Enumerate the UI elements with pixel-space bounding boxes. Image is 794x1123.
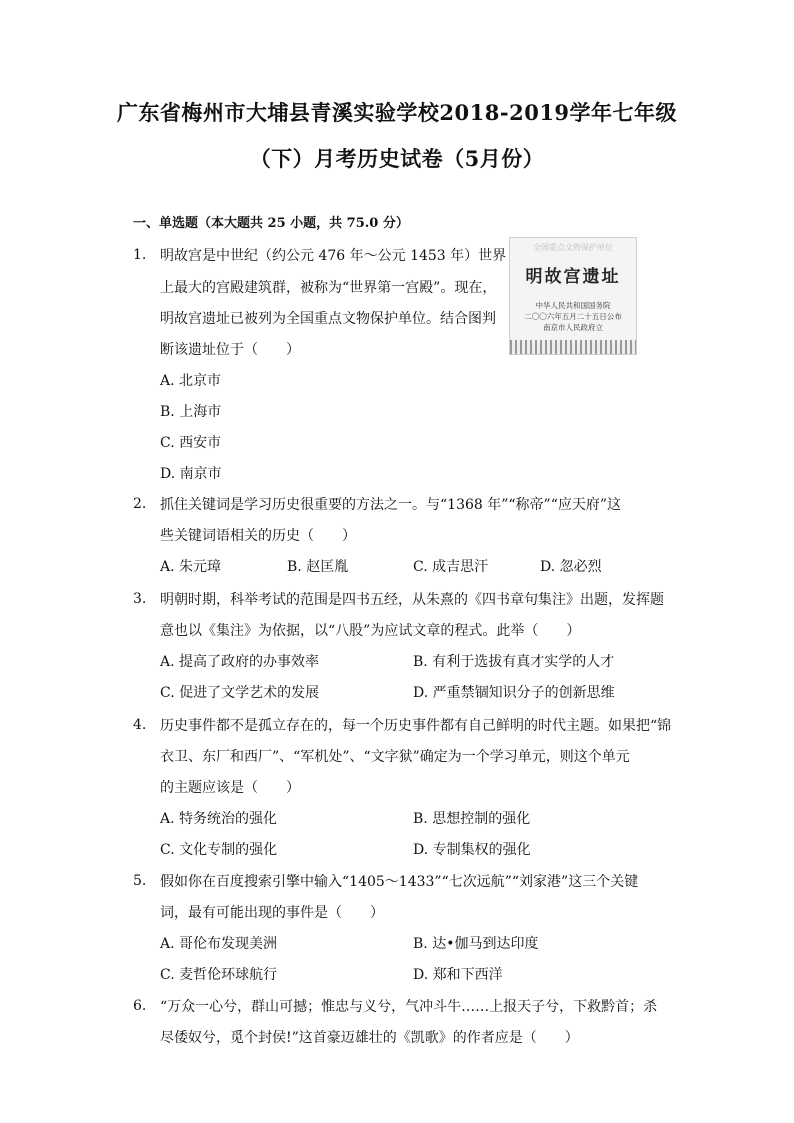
option-b[interactable]: B. 有利于选拔有真才实学的人才 xyxy=(413,654,615,670)
option-b[interactable]: B. 达•伽马到达印度 xyxy=(413,936,539,952)
option-b[interactable]: B. 思想控制的强化 xyxy=(413,811,531,827)
option-a[interactable]: A. 提高了政府的办事效率 xyxy=(160,654,320,670)
question-number: 4. xyxy=(133,717,147,733)
option-a[interactable]: A. 特务统治的强化 xyxy=(160,811,278,827)
question-text-line: 意也以《集注》为依据，以“八股”为应试文章的程式。此举（ ） xyxy=(160,623,581,639)
photo-base xyxy=(510,340,636,354)
option-c[interactable]: C. 麦哲伦环球航行 xyxy=(160,967,278,983)
photo-line2: 二〇〇六年五月二十五日公布 xyxy=(524,312,622,321)
question-text-line: 尽倭奴兮，觅个封侯!”这首豪迈雄壮的《凯歌》的作者应是（ ） xyxy=(160,1030,579,1046)
question-text-line: 明朝时期，科举考试的范围是四书五经，从朱熹的《四书章句集注》出题，发挥题 xyxy=(160,592,664,608)
option-d[interactable]: D. 南京市 xyxy=(160,466,222,482)
option-a[interactable]: A. 哥伦布发现美洲 xyxy=(160,936,278,952)
question-text-line: 些关键词语相关的历史（ ） xyxy=(160,528,356,544)
option-c[interactable]: C. 西安市 xyxy=(160,435,222,451)
option-c[interactable]: C. 成吉思汗 xyxy=(413,559,489,575)
question-number: 1. xyxy=(133,247,147,263)
question-text-line: 衣卫、东厂和西厂”、“军机处”、“文字狱”确定为一个学习单元，则这个单元 xyxy=(160,749,630,765)
question-text-line: 词，最有可能出现的事件是（ ） xyxy=(160,905,384,921)
question-text-line: 抓住关键词是学习历史很重要的方法之一。与“1368 年”“称帝”“应天府”这 xyxy=(160,497,622,513)
question-text-line: 明故宫遗址已被列为全国重点文物保护单位。结合图判 xyxy=(160,311,496,327)
option-a[interactable]: A. 北京市 xyxy=(160,373,222,389)
question-text-line: 的主题应该是（ ） xyxy=(160,780,300,796)
question-text-line: 断该遗址位于（ ） xyxy=(160,342,300,358)
section-heading: 一、单选题（本大题共 25 小题，共 75.0 分） xyxy=(133,216,409,231)
question-text-line: 上最大的宫殿建筑群，被称为“世界第一宫殿”。现在， xyxy=(160,280,497,296)
photo-line1: 中华人民共和国国务院 xyxy=(535,301,611,310)
question-number: 5. xyxy=(133,873,147,889)
option-d[interactable]: D. 严重禁锢知识分子的创新思维 xyxy=(413,685,615,701)
question-number: 3. xyxy=(133,591,147,607)
photo-main-text: 明故宫遗址 xyxy=(525,267,621,287)
question-number: 6. xyxy=(133,998,147,1014)
question-text-line: 假如你在百度搜索引擎中输入“1405～1433”“七次远航”“刘家港”这三个关键 xyxy=(160,874,639,890)
option-d[interactable]: D. 专制集权的强化 xyxy=(413,842,531,858)
question-text-line: “万众一心兮，群山可撼；惟忠与义兮，气冲斗牛……上报天子兮，下救黔首；杀 xyxy=(160,999,658,1015)
option-c[interactable]: C. 文化专制的强化 xyxy=(160,842,278,858)
question-number: 2. xyxy=(133,496,147,512)
option-d[interactable]: D. 忽必烈 xyxy=(540,559,602,575)
photo-top-text: 全国重点文物保护单位 xyxy=(533,243,613,252)
question-text-line: 明故宫是中世纪（约公元 476 年～公元 1453 年）世界 xyxy=(160,248,507,264)
ming-palace-ruins-photo xyxy=(509,237,637,355)
option-c[interactable]: C. 促进了文学艺术的发展 xyxy=(160,685,320,701)
exam-title-line1: 广东省梅州市大埔县青溪实验学校2018-2019学年七年级 xyxy=(116,100,678,125)
option-a[interactable]: A. 朱元璋 xyxy=(160,559,222,575)
question-text-line: 历史事件都不是孤立存在的，每一个历史事件都有自己鲜明的时代主题。如果把“锦 xyxy=(160,718,672,734)
photo-line3: 南京市人民政府立 xyxy=(543,323,603,332)
option-b[interactable]: B. 赵匡胤 xyxy=(287,559,349,575)
option-b[interactable]: B. 上海市 xyxy=(160,404,222,420)
exam-title-line2: （下）月考历史试卷（5月份） xyxy=(249,146,545,171)
option-d[interactable]: D. 郑和下西洋 xyxy=(413,967,503,983)
